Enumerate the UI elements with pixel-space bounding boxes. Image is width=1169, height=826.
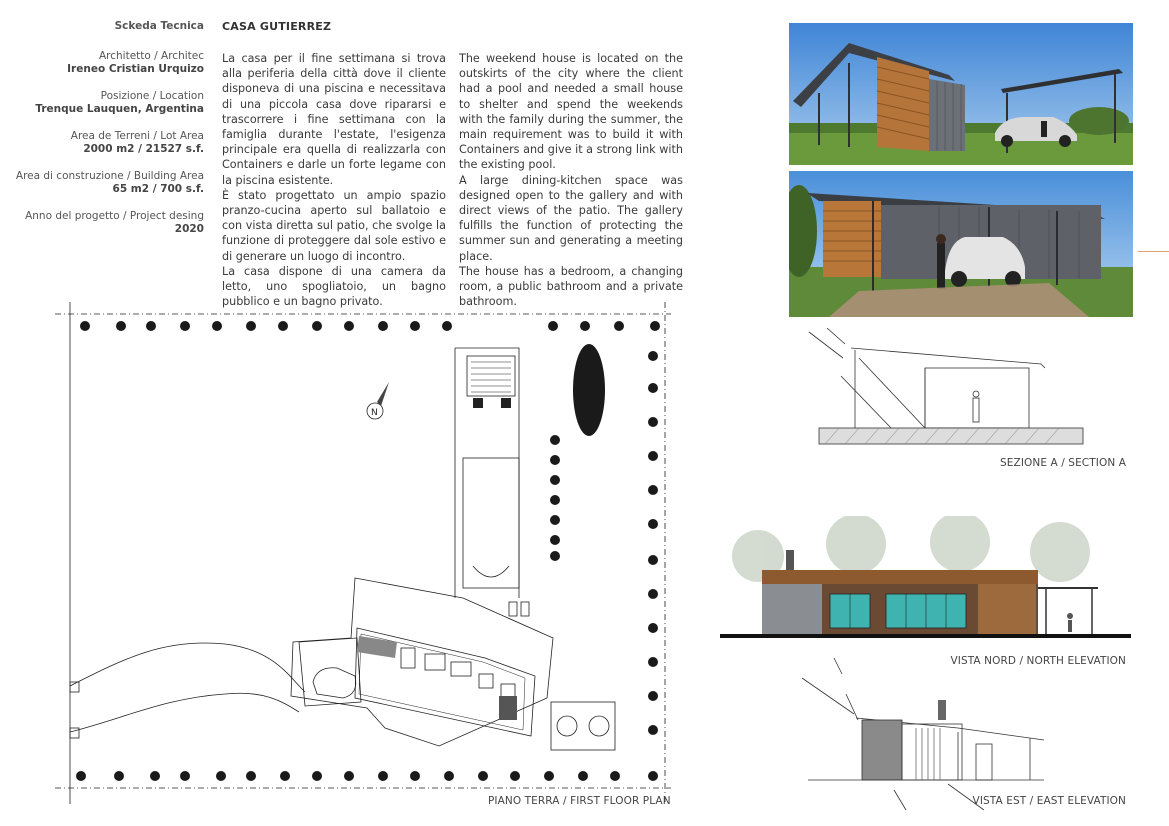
- north-elevation-drawing: [718, 516, 1133, 644]
- caption-north-elevation: VISTA NORD / NORTH ELEVATION: [950, 655, 1126, 667]
- section-drawing: [805, 328, 1095, 456]
- info-value: 2000 m2 / 21527 s.f.: [83, 143, 204, 155]
- info-project-year: [10, 210, 204, 236]
- caption-east-elevation: VISTA EST / EAST ELEVATION: [972, 795, 1126, 807]
- sheet-label: Sckeda Tecnica: [114, 20, 204, 32]
- description-italian: [222, 51, 446, 309]
- house-photo-front: [789, 23, 1133, 165]
- info-value: 65 m2 / 700 s.f.: [112, 183, 204, 195]
- project-info: [10, 20, 204, 250]
- paragraph: The house has a bedroom, a changing room, a public bathroom and a private bathroom.: [459, 264, 683, 309]
- paragraph: A large dining-kitchen space was designed open to the gallery and with direct views of the patio. The gallery fulfills the function of protecting the summer sun and generating a meeting place.: [459, 173, 683, 263]
- info-value: Trenque Lauquen, Argentina: [35, 103, 204, 115]
- info-building-area: [10, 170, 204, 196]
- info-architect: [10, 50, 204, 76]
- info-label: Architetto / Architec: [98, 50, 204, 62]
- north-arrow-label: N: [371, 408, 378, 418]
- caption-floor-plan: PIANO TERRA / FIRST FLOOR PLAN: [488, 795, 671, 807]
- project-title: CASA GUTIERREZ: [222, 20, 332, 33]
- accent-line: [1138, 251, 1169, 252]
- info-value: Ireneo Cristian Urquizo: [67, 63, 204, 75]
- paragraph: È stato progettato un ampio spazio pranzo-cucina aperto sul ballatoio e con vista diretta sul patio, che svolge la funzione di proteggere dal sole estivo e di generare un luogo di incontro.: [222, 188, 446, 263]
- description-english: [459, 51, 683, 309]
- paragraph: La casa per il fine settimana si trova alla periferia della città dove il cliente disponeva di una piscina e necessitava di una piccola casa dove ripararsi e trascorrere i fine settimana con la famiglia durante l'estate, l'esigenza principale era quella di realizzarla con Containers e darle un forte legame con la piscina esistente.: [222, 52, 446, 187]
- caption-section: SEZIONE A / SECTION A: [1000, 457, 1126, 469]
- paragraph: The weekend house is located on the outskirts of the city where the client had a pool and needed a small house to shelter and spend the weekends with the family during the summer, the main requirement was to build it with Containers and give it a strong link with the existing pool.: [459, 52, 683, 172]
- info-label: Posizione / Location: [100, 90, 204, 102]
- house-photo-side: [789, 171, 1133, 317]
- info-location: [10, 90, 204, 116]
- info-label: Area di construzione / Building Area: [15, 170, 204, 182]
- floor-plan: [55, 298, 675, 808]
- info-value: 2020: [174, 223, 204, 235]
- info-lot-area: [10, 130, 204, 156]
- info-label: Area de Terreni / Lot Area: [70, 130, 204, 142]
- info-label: Anno del progetto / Project desing: [25, 210, 204, 222]
- east-elevation-drawing: [798, 654, 1048, 812]
- paragraph: La casa dispone di una camera da letto, uno spogliatoio, un bagno pubblico e un bagno privato.: [222, 264, 446, 309]
